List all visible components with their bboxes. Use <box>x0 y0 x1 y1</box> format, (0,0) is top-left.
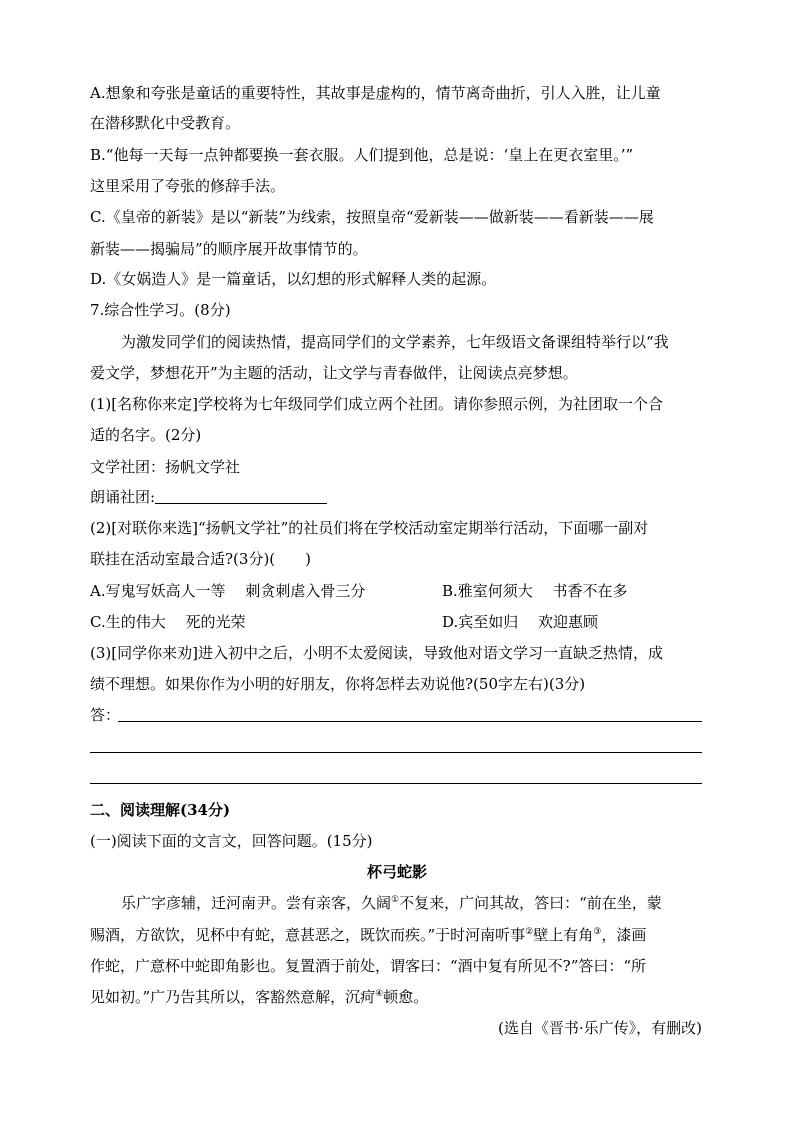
story-line-4: 见如初。”广乃告其所以，客豁然意解，沉疴④顿愈。 <box>90 988 429 1006</box>
q7-part1-line2: 适的名字。(2分) <box>90 426 202 444</box>
story-source: (选自《晋书·乐广传》，有删改) <box>498 1019 702 1037</box>
choice-b: B.雅室何须大 书香不在多 <box>442 582 628 600</box>
note-2-marker: ② <box>525 927 534 937</box>
example-club-name: 文学社团：扬帆文学社 <box>90 458 241 476</box>
answer-label: 答： <box>90 706 121 724</box>
answer-line-2[interactable] <box>90 752 702 753</box>
question-7-title: 7.综合性学习。(8分) <box>90 301 231 319</box>
section-2-title: 二、阅读理解(34分) <box>90 801 231 819</box>
option-d: D.《女娲造人》是一篇童话，以幻想的形式解释人类的起源。 <box>90 270 497 288</box>
q7-part3-line2: 绩不理想。如果你作为小明的好朋友，你将怎样去劝说他?(50字左右)(3分) <box>90 675 586 693</box>
option-c-line2: 新装——揭骗局”的顺序展开故事情节的。 <box>90 240 368 258</box>
answer-line-1[interactable] <box>118 721 702 722</box>
option-a-line2: 在潜移默化中受教育。 <box>90 114 241 132</box>
q7-part2-line1: (2)[对联你来选]“扬帆文学社”的社员们将在学校活动室定期举行活动，下面哪一副对 <box>90 519 649 537</box>
answer-line-3[interactable] <box>90 783 702 784</box>
choice-d: D.宾至如归 欢迎惠顾 <box>442 613 599 631</box>
q7-part2-line2: 联挂在活动室最合适?(3分)( ) <box>90 550 311 568</box>
q7-part1-line1: (1)[名称你来定]学校将为七年级同学们成立两个社团。请你参照示例，为社团取一个合 <box>90 395 663 413</box>
note-4-marker: ④ <box>375 989 384 999</box>
choice-c: C.生的伟大 死的光荣 <box>90 613 246 631</box>
option-a-line1: A.想象和夸张是童话的重要特性，其故事是虚构的，情节离奇曲折，引人入胜，让儿童 <box>90 84 661 102</box>
story-line-2: 赐酒，方欲饮，见杯中有蛇，意甚恶之，既饮而疾。”于时河南听事②壁上有角③，漆画 <box>90 926 647 944</box>
q7-intro-line2: 爱文学，梦想花开”为主题的活动，让文学与青春做伴，让阅读点亮梦想。 <box>90 364 578 382</box>
section-2-subtitle: (一)阅读下面的文言文，回答问题。(15分) <box>90 832 373 850</box>
story-line-1: 乐广字彦辅，迁河南尹。尝有亲客，久阔①不复来，广问其故，答曰：“前在坐，蒙 <box>121 894 662 912</box>
note-1-marker: ① <box>391 895 400 905</box>
option-b-line1: B.“他每一天每一点钟都要换一套衣服。人们提到他，总是说：‘皇上在更衣室里。’” <box>90 146 634 164</box>
option-b-line2: 这里采用了夸张的修辞手法。 <box>90 177 286 195</box>
note-3-marker: ③ <box>593 927 602 937</box>
recite-club-blank[interactable] <box>155 489 327 504</box>
story-line-3: 作蛇，广意杯中蛇即角影也。复置酒于前处，谓客曰：“酒中复有所见不?”答曰：“所 <box>90 957 647 975</box>
recite-club-label: 朗诵社团: <box>90 488 156 506</box>
choice-a: A.写鬼写妖高人一等 刺贪刺虐入骨三分 <box>90 582 366 600</box>
option-c-line1: C.《皇帝的新装》是以“新装”为线索，按照皇帝“爱新装——做新装——看新装——展 <box>90 208 654 226</box>
q7-part3-line1: (3)[同学你来劝]进入初中之后，小明不太爱阅读，导致他对语文学习一直缺乏热情，成 <box>90 644 663 662</box>
q7-intro-line1: 为激发同学们的阅读热情，提高同学们的文学素养，七年级语文备课组特举行以“我 <box>121 333 669 351</box>
recite-club-row <box>90 488 327 506</box>
story-title: 杯弓蛇影 <box>366 863 427 881</box>
